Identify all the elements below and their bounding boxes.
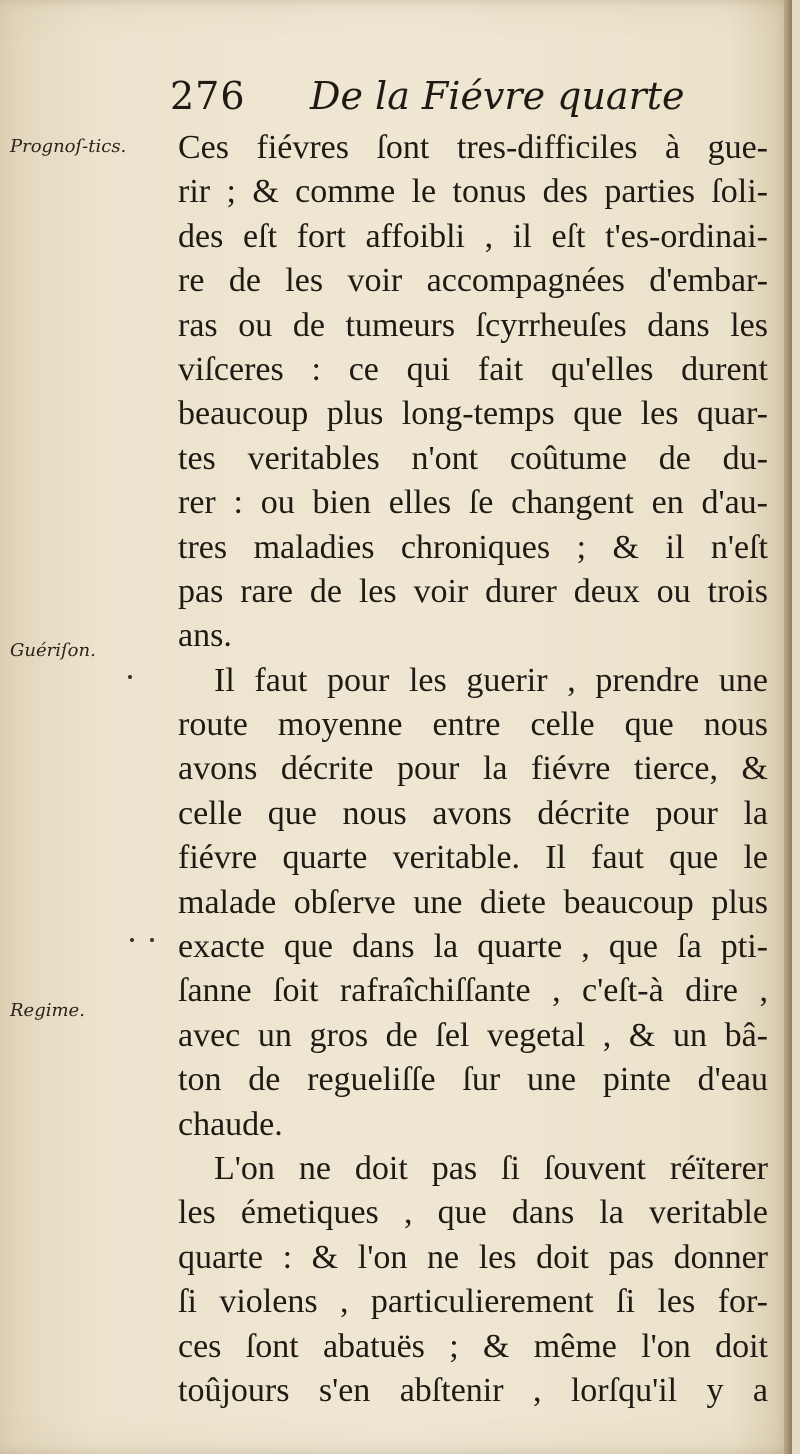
text-line: L'on ne doit pas ſi ſouvent réïterer xyxy=(214,1149,768,1187)
text-line: pas rare de les voir durer deux ou trois xyxy=(178,572,768,610)
margin-note-guerison: Guériſon. xyxy=(10,640,96,661)
text-line: celle que nous avons décrite pour la xyxy=(178,794,768,832)
page-edge xyxy=(784,0,792,1454)
text-line: fiévre quarte veritable. Il faut que le xyxy=(178,839,768,877)
text-line: Ces fiévres ſont tres-difficiles à gue- xyxy=(178,129,768,166)
text-line: ton de regueliſſe ſur une pinte d'eau xyxy=(178,1061,768,1099)
page-header xyxy=(170,74,690,130)
text-line: tes veritables n'ont coûtume de du- xyxy=(178,439,768,477)
text-line: Il faut pour les guerir , prendre une xyxy=(214,661,768,699)
text-line: toûjours s'en abſtenir , lorſqu'il y a xyxy=(178,1371,768,1409)
ink-speck xyxy=(130,938,134,942)
body-text xyxy=(178,126,768,1413)
text-line: rer : ou bien elles ſe changent en d'au- xyxy=(178,484,768,522)
text-line: ces ſont abatuës ; & même l'on doit xyxy=(178,1327,768,1365)
margin-note-prognostics: Prognoſ-tics. xyxy=(10,136,127,157)
ink-speck xyxy=(128,675,132,679)
margin-note-regime: Regime. xyxy=(10,1000,85,1021)
text-line: les émetiques , que dans la veritable xyxy=(178,1194,768,1232)
text-line: tres maladies chroniques ; & il n'eſt xyxy=(178,528,768,566)
text-line: ras ou de tumeurs ſcyrrheuſes dans les xyxy=(178,306,768,344)
page-number: 276 xyxy=(170,74,246,118)
text-line: quarte : & l'on ne les doit pas donner xyxy=(178,1238,768,1276)
text-line: ſi violens , particulierement ſi les for- xyxy=(178,1283,768,1321)
text-line: rir ; & comme le tonus des parties ſoli- xyxy=(178,173,768,211)
text-line: des eſt fort affoibli , il eſt t'es-ordinai- xyxy=(178,217,768,255)
text-line: avons décrite pour la fiévre tierce, & xyxy=(178,750,768,788)
text-line: exacte que dans la quarte , que ſa pti- xyxy=(178,928,768,966)
text-line: beaucoup plus long-temps que les quar- xyxy=(178,395,768,433)
text-line: re de les voir accompagnées d'embar- xyxy=(178,262,768,300)
running-title: De la Fiévre quarte xyxy=(310,74,685,118)
text-line: viſceres : ce qui fait qu'elles durent xyxy=(178,350,768,388)
text-line: malade obſerve une diete beaucoup plus xyxy=(178,883,768,921)
text-line: ans. xyxy=(178,617,232,655)
text-line: route moyenne entre celle que nous xyxy=(178,706,768,744)
text-line: ſanne ſoit rafraîchiſſante , c'eſt-à dire , xyxy=(178,972,768,1010)
text-line: chaude. xyxy=(178,1105,283,1143)
ink-speck xyxy=(150,938,154,942)
text-line: avec un gros de ſel vegetal , & un bâ- xyxy=(178,1016,768,1054)
